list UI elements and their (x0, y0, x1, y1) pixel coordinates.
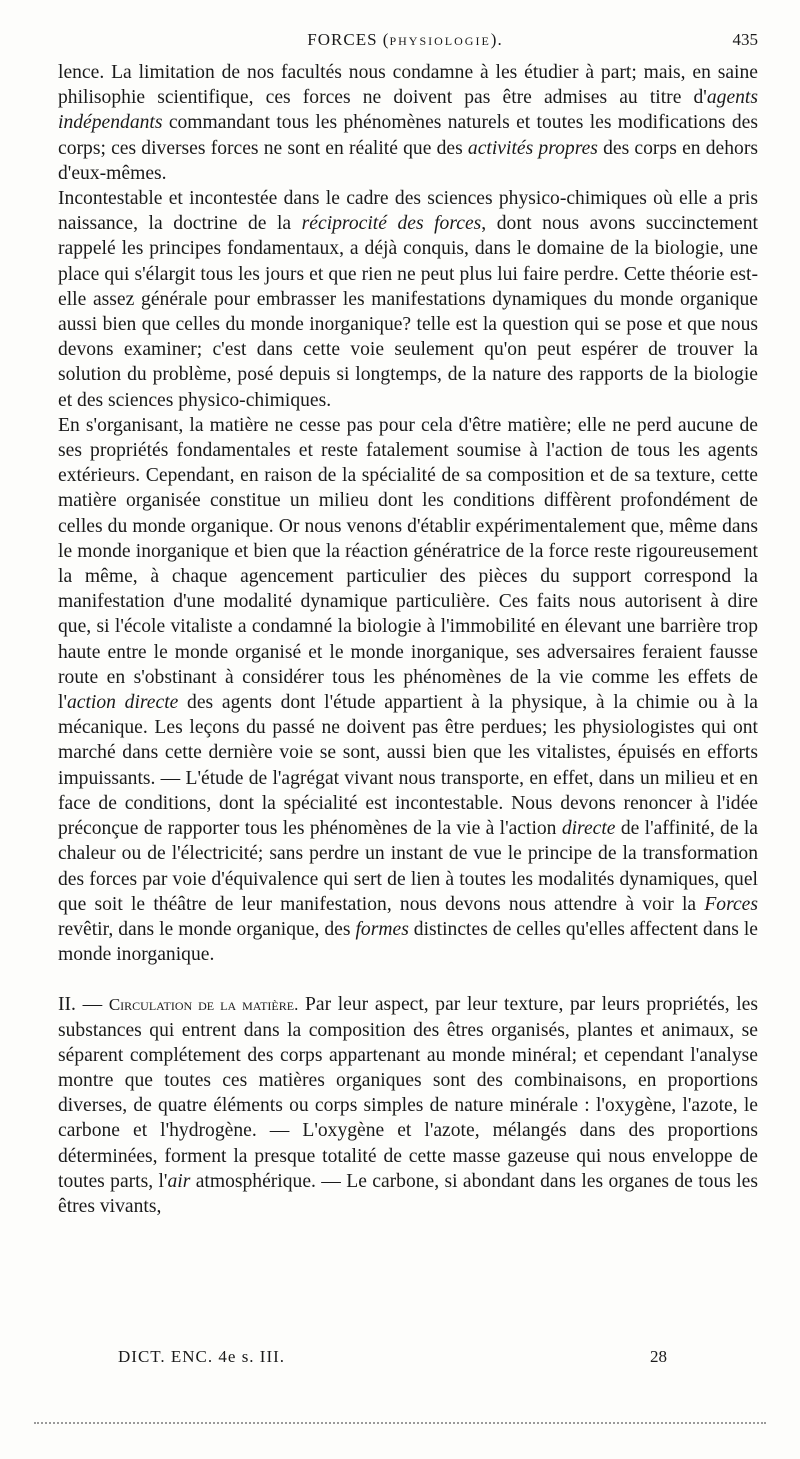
bottom-dotted-rule (34, 1422, 766, 1424)
emphasis-text: Forces (704, 893, 758, 915)
text-run: Incontestable et incontestée dans le cadre des sciences physico-chimiques où elle a pris naissance, la doctrine de la (58, 188, 758, 235)
text-run: commandant tous les phénomènes naturels et toutes les modifications des corps; ces diverses forces ne sont en réalité que des (58, 112, 758, 159)
running-title (52, 30, 758, 50)
paragraph (58, 60, 758, 186)
text-run: En s'organisant, la matière ne cesse pas pour cela d'être matière; elle ne perd aucune de ses propriétés fondamentales et reste fatalement soumise à l'action de tous les agents extérieurs. Cependant, en raison de la spécialité de sa composition et de sa texture, cette matière organisée constitue un milieu dont les conditions diffèrent profondément de celles du monde organique. Or nous venons d'établir expérimentalement que, même dans le monde inorganique et bien que la réaction génératrice de la force reste rigoureusement la même, à chaque agencement particulier des pièces du support correspond la manifestation d'une modalité dynamique particulière. Ces faits nous autorisent à dire que, si l'école vitaliste a condamné la biologie à l'immobilité en élevant une barrière trop haute entre le monde organisé et le monde inorganique, ses adversaires feraient fausse route en s'obstinant à considérer tous les phénomènes de la vie comme les effets de l' (58, 414, 758, 714)
paragraph (58, 186, 758, 413)
signature-mark: DICT. ENC. 4e s. III. (118, 1347, 286, 1366)
running-title-end: ). (490, 30, 503, 49)
text-run: atmosphérique. — Le carbone, si abondant dans les organes de tous les êtres vivants, (58, 1170, 758, 1217)
section-heading: Circulation de la matière. (108, 995, 299, 1015)
text-run: II. — (58, 994, 109, 1016)
paragraph (58, 992, 758, 1219)
running-title-main: FORCES ( (307, 30, 390, 49)
running-title-subject: PHYSIOLOGIE (389, 34, 491, 48)
emphasis-text: air (167, 1170, 191, 1192)
text-run: Par leur aspect, par leur texture, par leurs propriétés, les substances qui entrent dans la composition des êtres organisés, plantes et animaux, se séparent complétement des corps appartenant au monde minéral; et cependant l'analyse montre que toutes ces matières organiques sont des combinaisons, en proportions diverses, de quatre éléments ou corps simples de nature minérale : l'oxygène, l'azote, le carbone et l'hydrogène. — L'oxygène et l'azote, mélangés dans des proportions déterminées, forment la presque totalité de cette masse gazeuse qui nous enveloppe de toutes parts, l' (58, 994, 758, 1192)
emphasis-text: directe (561, 818, 616, 840)
emphasis-text: formes (355, 918, 409, 940)
text-run: des agents dont l'étude appartient à la physique, à la chimie ou à la mécanique. Les leçons du passé ne doivent pas être perdues; les physiologistes qui ont marché dans cette dernière voie se sont, aussi bien que les vitalistes, épuisés en efforts impuissants. — L'étude de l'agrégat vivant nous transporte, en effet, dans un milieu et en face de conditions, dont la spécialité est incontestable. Nous devons renoncer à l'idée préconçue de rapporter tous les phénomènes de la vie à l'action (58, 692, 759, 840)
emphasis-text: activités propres (467, 137, 598, 159)
text-run: de l'affinité, de la chaleur ou de l'électricité; sans perdre un instant de vue le principe de la transformation des forces par voie d'équivalence qui sert de lien à toutes les modalités dynamiques, quel que soit le théâtre de leur manifestation, nous devons nous attendre à voir la (58, 818, 758, 915)
text-run: des corps en dehors d'eux-mêmes. (58, 137, 758, 184)
text-run: lence. La limitation de nos facultés nous condamne à les étudier à part; mais, en saine philisophie scientifique, ces forces ne doivent pas être admises au titre d' (58, 62, 758, 109)
signature-number: 28 (650, 1347, 667, 1366)
text-run: , dont nous avons succinctement rappelé les principes fondamentaux, a déjà conquis, dans le domaine de la biologie, une place qui s'élargit tous les jours et que rien ne peut plus lui faire perdre. Cette théorie est-elle assez générale pour embrasser les manifestations dynamiques du monde organique aussi bien que celles du monde inorganique? telle est la question qui se pose et que nous devons examiner; c'est dans cette voie seulement qu'on peut espérer de trouver la solution du problème, posé depuis si longtemps, de la nature des rapports de la biologie et des sciences physico-chimiques. (58, 213, 758, 411)
body-text (58, 60, 758, 1219)
emphasis-text: réciprocité des forces (301, 213, 482, 235)
page-number: 435 (732, 30, 758, 49)
running-header (52, 30, 758, 54)
paragraph (58, 413, 758, 967)
text-run: revêtir, dans le monde organique, des (58, 918, 356, 940)
text-run: distinctes de celles qu'elles affectent dans le monde inorganique. (58, 918, 758, 966)
emphasis-text: action directe (66, 692, 179, 714)
emphasis-text: agents indépendants (58, 87, 758, 134)
